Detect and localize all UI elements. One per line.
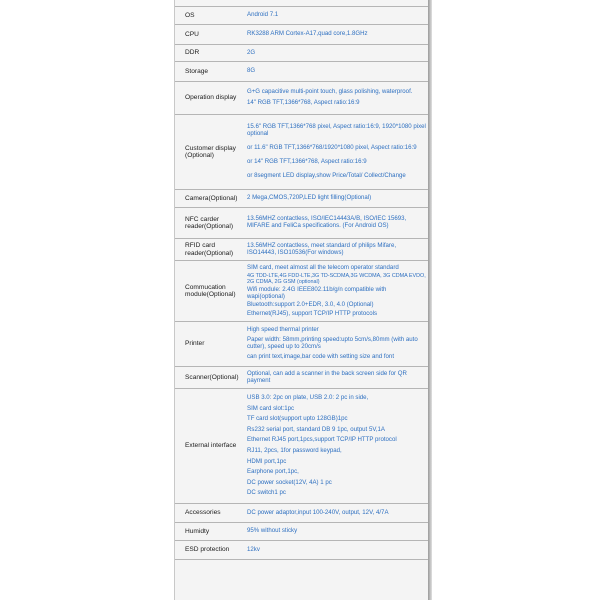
spec-value-line: 13.56MHZ contactless, ISO/IEC14443A/B, ISO/IEC 15693, MIFARE and FeliCa specifications. (For Android OS): [247, 215, 407, 229]
spec-value-line: High speed thermal printer: [247, 326, 319, 334]
spec-value-line: Ethernet(RJ45), support TCP/IP HTTP protocols: [247, 309, 378, 317]
spec-value-line: 2 Mega,CMOS,720P,LED light filling(Optional): [247, 194, 372, 202]
spec-value-line: SIM card, meet almost all the telecom operator standard: [247, 263, 399, 271]
spec-label: OS: [185, 11, 195, 19]
spec-label: DDR: [185, 49, 200, 57]
spec-value-line: 14" RGB TFT,1366*768, Aspect ratio:16:9: [247, 99, 360, 107]
spec-value-line: Android 7.1: [247, 11, 279, 19]
spec-label: Accessories: [185, 509, 221, 517]
spec-row: [175, 190, 428, 208]
spec-value-line: or 11.6" RGB TFT,1366*768/1920*1080 pixel, Aspect ratio:16:9: [247, 144, 417, 151]
spec-row: [175, 62, 428, 82]
spec-value: [245, 523, 428, 540]
spec-value-line: RJ11, 2pcs, 1for password keypad,: [247, 446, 342, 454]
spec-value: [245, 389, 428, 503]
spec-value-line: Bluetooth:support 2.0+EDR, 3.0, 4.0 (Optional): [247, 301, 374, 309]
spec-value: [245, 322, 428, 366]
spec-value: [245, 45, 428, 61]
spec-value: [245, 367, 428, 388]
sheet-right-edge: [428, 0, 432, 600]
spec-value: [245, 7, 428, 24]
spec-row: [175, 261, 428, 322]
spec-label: Storage: [185, 67, 209, 75]
spec-value: [245, 504, 428, 522]
spec-row: [175, 115, 428, 190]
spec-label: Scanner(Optional): [185, 373, 239, 381]
spec-value: [245, 541, 428, 559]
spec-value-line: Ethernet RJ45 port,1pcs,support TCP/IP HTTP protocol: [247, 436, 397, 444]
spec-value-line: or 14" RGB TFT,1366*768, Aspect ratio:16:9: [247, 158, 367, 165]
spec-row: [175, 25, 428, 45]
spec-value-line: DC switch1 pc: [247, 489, 286, 497]
spec-table: [175, 6, 428, 560]
spec-value-line: USB 3.0: 2pc on plate, USB 2.0: 2 pc in side,: [247, 394, 369, 401]
spec-value-line: 13.56MHZ contactless, meet standard of philips Mifare, ISO14443, ISO10536(For windows): [247, 241, 397, 256]
spec-row: [175, 504, 428, 523]
spec-value-line: HDMI port,1pc: [247, 457, 287, 465]
spec-value: [245, 25, 428, 44]
spec-value: [245, 115, 428, 189]
spec-row: [175, 82, 428, 115]
spec-label: Commucation module(Optional): [185, 283, 236, 298]
spec-label: Customer display (Optional): [185, 144, 236, 159]
spec-value-line: RK3288 ARM Cortex-A17,quad core,1.8GHz: [247, 30, 368, 38]
spec-row: [175, 322, 428, 367]
spec-row: [175, 239, 428, 261]
spec-value-line: DC power adaptor,input 100-240V, output, 12V, 4/7A: [247, 508, 389, 516]
spec-label: NFC carder reader(Optional): [185, 215, 234, 230]
spec-label: Camera(Optional): [185, 194, 238, 202]
spec-value-line: 15.6" RGB TFT,1366*768 pixel, Aspect ratio:16:9, 1920*1080 pixel optional: [247, 123, 426, 137]
spec-label: RFID card reader(Optional): [185, 242, 234, 257]
spec-value: [245, 62, 428, 81]
spec-value-line: can print text,image,bar code with setting size and font: [247, 353, 395, 360]
spec-label: Operation display: [185, 94, 237, 102]
spec-value-line: 8G: [247, 67, 256, 75]
spec-value-line: Earphone port,1pc,: [247, 468, 299, 476]
spec-value: [245, 82, 428, 114]
spec-value-line: SIM card slot:1pc: [247, 404, 295, 412]
spec-value-line: DC power socket(12V, 4A) 1 pc: [247, 478, 332, 486]
spec-value-line: 95% without sticky: [247, 527, 298, 535]
spec-value: [245, 239, 428, 260]
spec-label: CPU: [185, 30, 199, 38]
spec-row: [175, 389, 428, 504]
spec-row: [175, 367, 428, 389]
spec-value: [245, 261, 428, 321]
spec-label: External interface: [185, 442, 237, 450]
spec-value-line: or 8segment LED display,show Price/Total/ Collect/Change: [247, 172, 406, 179]
spec-label: Humidty: [185, 527, 210, 535]
spec-value-line: Rs232 serial port, standard DB 9 1pc, output 5V,1A: [247, 425, 385, 433]
spec-label: Printer: [185, 340, 205, 348]
spec-row: [175, 6, 428, 25]
spec-row: [175, 45, 428, 62]
spec-value: [245, 208, 428, 238]
spec-value-line: 12kv: [247, 545, 260, 553]
spec-value-line: 4G TDD-LTE,4G FDD-LTE,3G TD-SCDMA,3G WCDMA, 3G CDMA EVDO, 2G CDMA, 2G GSM (optional): [247, 273, 426, 286]
spec-row: [175, 523, 428, 541]
spec-value-line: G+G capacitive multi-point touch, glass polishing, waterproof.: [247, 87, 413, 95]
spec-label: ESD protection: [185, 546, 230, 554]
spec-value-line: Paper width: 58mm,printing speed:upto 5cm/s,80mm (with auto cutter), speed up to 20cm/s: [247, 336, 418, 350]
spec-value-line: TF card slot(support upto 128GB)1pc: [247, 415, 348, 423]
spec-value: [245, 190, 428, 207]
spec-value-line: 2G: [247, 48, 256, 56]
spec-value-line: Optional, can add a scanner in the back screen side for QR payment: [247, 369, 407, 384]
spec-row: [175, 208, 428, 239]
spec-value-line: Wifi module: 2.4G IEEE802.11b/g/n compatible with wapi(optional): [247, 286, 387, 300]
spec-row: [175, 541, 428, 560]
